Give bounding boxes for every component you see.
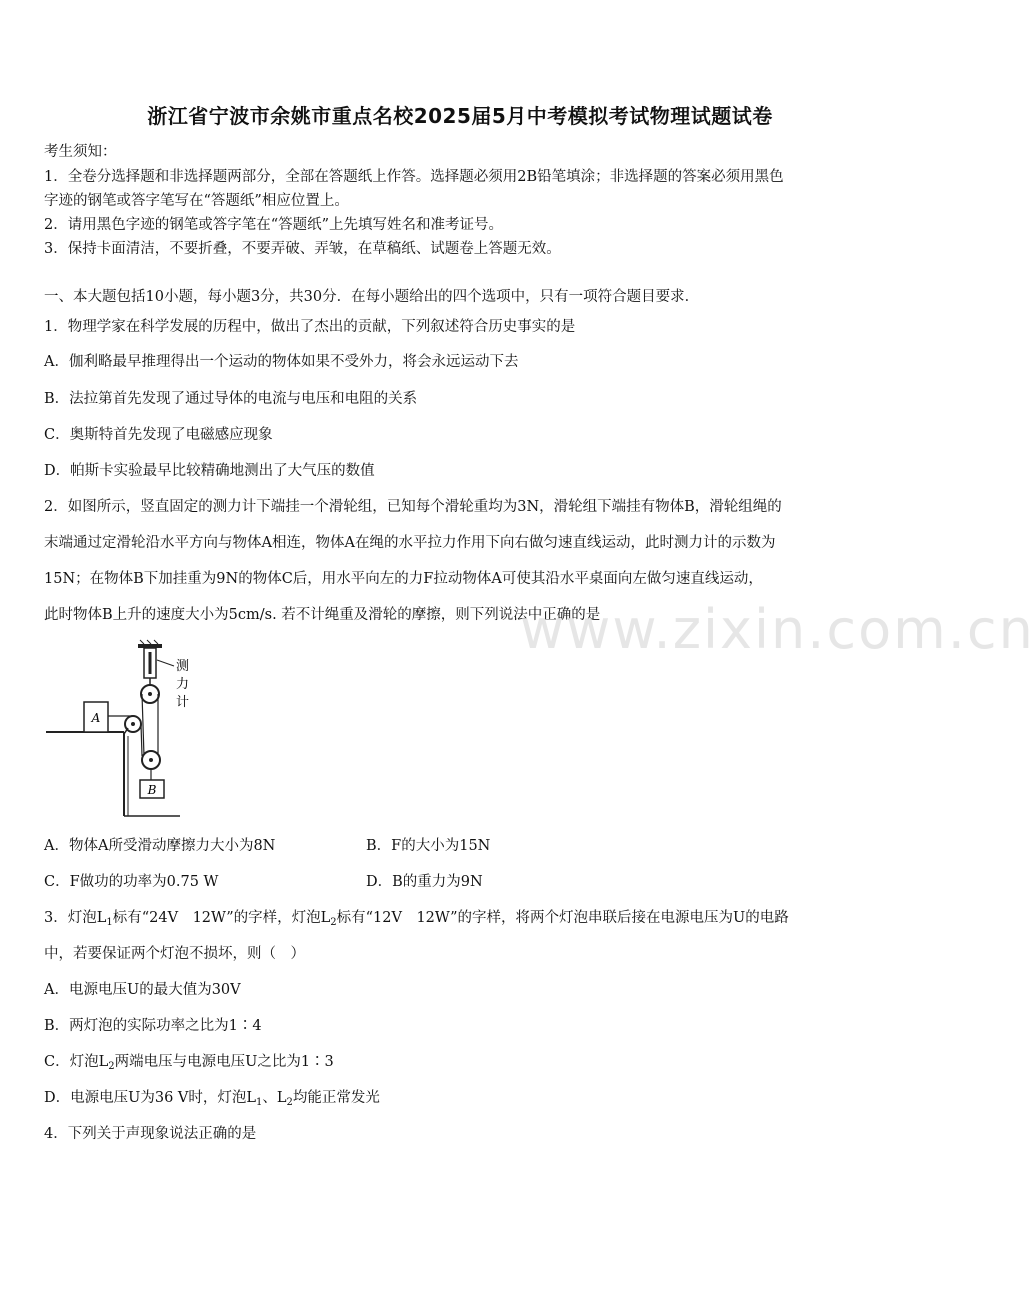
q3-c-text-1: C．灯泡L	[44, 1054, 109, 1070]
q2-stem-line-1: 2．如图所示，竖直固定的测力计下端挂一个滑轮组，已知每个滑轮重均为3N，滑轮组下端挂有物体B，滑轮组绳的	[44, 499, 782, 515]
q3-c-text-2: 两端电压与电源电压U之比为1∶3	[114, 1054, 334, 1070]
q3-sub-1: 1	[106, 917, 113, 928]
pulley-figure	[44, 638, 214, 818]
q2-option-d: D．B的重力为9N	[366, 874, 483, 890]
q3-text-2: 标有“24V 12W”的字样，灯泡L	[112, 910, 331, 926]
notice-item-1-cont: 字迹的钢笔或答字笔写在“答题纸”相应位置上。	[44, 193, 349, 209]
q3-option-b: B．两灯泡的实际功率之比为1∶4	[44, 1018, 262, 1034]
block-b-label: B	[147, 783, 157, 797]
q2-stem-line-3: 15N；在物体B下加挂重为9N的物体C后，用水平向左的力F拉动物体A可使其沿水平桌面向左做匀速直线运动，	[44, 571, 763, 587]
q3-c-sub: 2	[108, 1061, 115, 1072]
section-heading: 一、本大题包括10小题，每小题3分，共30分．在每小题给出的四个选项中，只有一项符合题目要求．	[44, 289, 700, 305]
q3-sub-2: 2	[330, 917, 337, 928]
q3-d-text-3: 均能正常发光	[292, 1090, 380, 1106]
q2-stem-line-2: 末端通过定滑轮沿水平方向与物体A相连，物体A在绳的水平拉力作用下向右做匀速直线运动，此时测力计的示数为	[44, 535, 776, 551]
meter-label-1: 测	[176, 659, 190, 674]
q2-option-b: B．F的大小为15N	[366, 838, 491, 854]
notice-item-1: 1．全卷分选择题和非选择题两部分，全部在答题纸上作答。选择题必须用2B铅笔填涂；非选择题的答案必须用黑色	[44, 169, 784, 185]
q3-option-d	[44, 1086, 380, 1107]
q3-option-a: A．电源电压U的最大值为30V	[44, 982, 241, 998]
notice-item-3: 3．保持卡面清洁，不要折叠，不要弄破、弄皱，在草稿纸、试题卷上答题无效。	[44, 241, 561, 257]
q1-option-d: D．帕斯卡实验最早比较精确地测出了大气压的数值	[44, 463, 375, 479]
meter-label-3: 计	[176, 695, 190, 710]
q3-d-text-1: D．电源电压U为36 V时，灯泡L	[44, 1090, 257, 1106]
watermark: www.zixin.com.cn	[520, 598, 1035, 661]
meter-label-2: 力	[176, 677, 190, 692]
q3-text-1: 3．灯泡L	[44, 910, 107, 926]
q1-option-b: B．法拉第首先发现了通过导体的电流与电压和电阻的关系	[44, 391, 418, 407]
q3-d-text-2: 、L	[262, 1090, 287, 1106]
q2-stem-line-4: 此时物体B上升的速度大小为5cm/s. 若不计绳重及滑轮的摩擦，则下列说法中正确的是	[44, 607, 601, 623]
q3-option-c	[44, 1050, 334, 1071]
q3-stem-line-2: 中，若要保证两个灯泡不损坏，则（ ）	[44, 946, 305, 962]
q3-stem-line-1	[44, 906, 789, 927]
q4-stem: 4．下列关于声现象说法正确的是	[44, 1126, 257, 1142]
notice-heading: 考生须知：	[44, 144, 117, 160]
page-title: 浙江省宁波市余姚市重点名校2025届5月中考模拟考试物理试题试卷	[147, 104, 773, 128]
q3-d-sub-1: 1	[256, 1097, 263, 1108]
q3-text-3: 标有“12V 12W”的字样，将两个灯泡串联后接在电源电压为U的电路	[336, 910, 789, 926]
notice-item-2: 2．请用黑色字迹的钢笔或答字笔在“答题纸”上先填写姓名和准考证号。	[44, 217, 504, 233]
q1-option-c: C．奥斯特首先发现了电磁感应现象	[44, 427, 273, 443]
q2-option-c: C．F做功的功率为0.75 W	[44, 874, 219, 890]
q2-option-a: A．物体A所受滑动摩擦力大小为8N	[44, 838, 276, 854]
block-a-label: A	[91, 711, 101, 725]
q1-stem: 1．物理学家在科学发展的历程中，做出了杰出的贡献，下列叙述符合历史事实的是	[44, 319, 576, 335]
q1-option-a: A．伽利略最早推理得出一个运动的物体如果不受外力，将会永远运动下去	[44, 354, 519, 370]
q3-d-sub-2: 2	[286, 1097, 293, 1108]
